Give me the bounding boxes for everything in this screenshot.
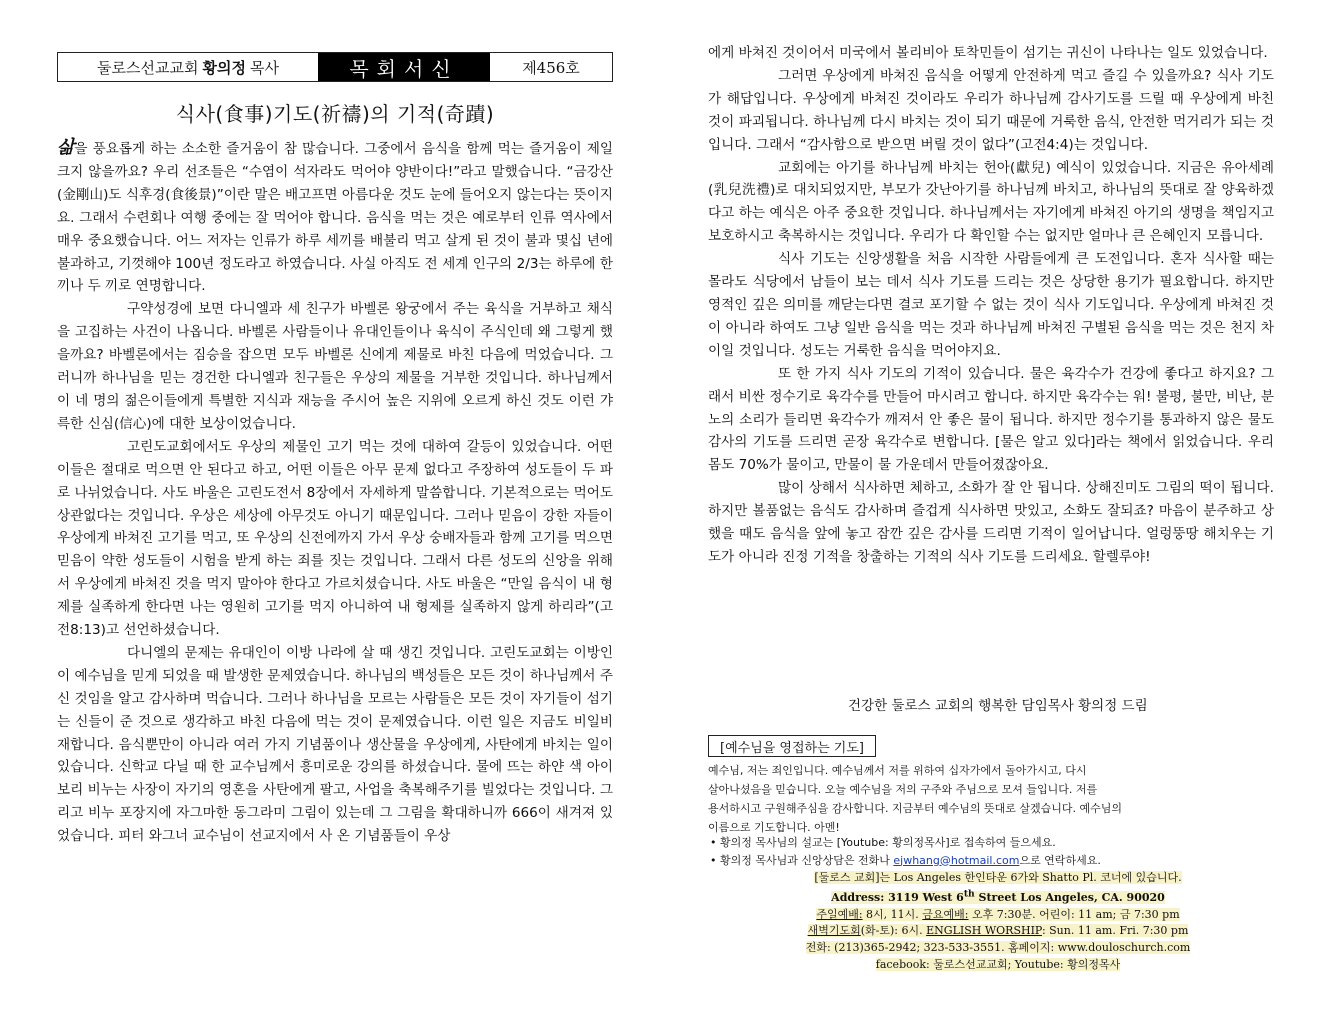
masthead-title: 목회서신: [318, 53, 490, 81]
paragraph-6: 그러면 우상에게 바쳐진 음식을 어떻게 안전하게 먹고 즐길 수 있을까요? 식사 기도가 해답입니다. 우상에게 바쳐진 것이라도 우리가 하나님께 감사기도를 드릴 때 우상에게 바친 것이 파괴됩니다. 하나님께 다시 바치는 것이 되기 때문에 거룩한 음식, 안전한 먹거리가 되는 것입니다. 그래서 “감사함으로 받으면 버릴 것이 없다”(고전4:4)는 것입니다.: [708, 67, 1274, 153]
paragraph-3: 고린도교회에서도 우상의 제물인 고기 먹는 것에 대하여 갈등이 있었습니다. 어떤 이들은 절대로 먹으면 안 된다고 하고, 어떤 이들은 아무 문제 없다고 주장하여 성도들이 두 파로 나뉘었습니다. 사도 바울은 고린도전서 8장에서 자세하게 말씀합니다. 기본적으로는 먹어도 상관없다는 것입니다. 우상은 세상에 아무것도 아니기 때문입니다. 그러나 믿음이 강한 자들이 우상에게 바쳐진 고기를 먹고, 또 우상의 신전에까지 가서 우상 숭배자들과 함께 고기를 먹으면 믿음이 약한 성도들이 시험을 받게 하는 죄를 짓는 것입니다. 그래서 다른 성도의 신앙을 위해서 우상에게 바쳐진 것을 먹지 말아야 한다고 가르치셨습니다. 사도 바울은 “만일 음식이 내 형제를 실족하게 한다면 나는 영원히 고기를 먹지 아니하여 내 형제를 실족하지 않게 하리라”(고전8:13)고 선언하셨습니다.: [57, 438, 613, 639]
phone-homepage: 전화: (213)365-2942; 323-533-3551. 홈페이지: www.douloschurch.com: [805, 941, 1191, 955]
location-line: [둘로스 교회]는 Los Angeles 한인타운 6가와 Shatto Pl. 코너에 있습니다.: [814, 871, 1182, 884]
paragraph-5: 에게 바쳐진 것이어서 미국에서 볼리비아 토착민들이 섬기는 귀신이 나타나는 일도 있었습니다.: [708, 45, 1268, 61]
article-headline: 식사(食事)기도(祈禱)의 기적(奇蹟): [175, 102, 495, 126]
drop-cap: 삶: [57, 137, 75, 158]
masthead: [57, 52, 613, 82]
left-body: [57, 137, 613, 848]
paragraph-1: 삶을 풍요롭게 하는 소소한 즐거움이 참 많습니다. 그중에서 음식을 함께 먹는 즐거움이 제일 크지 않을까요? 우리 선조들은 “수염이 석자라도 먹어야 양반이다!”라고 말했습니다. “금강산(金剛山)도 식후경(食後景)”이란 말은 배고프면 아름다운 것도 눈에 들어오지 않는다는 뜻이지요. 그래서 수련회나 여행 중에는 잘 먹어야 합니다. 음식을 먹는 것은 예로부터 인류 역사에서 매우 중요했습니다. 어느 저자는 인류가 하루 세끼를 배불리 먹고 살게 된 것이 불과 몇십 년에 불과하고, 기껏해야 100년 정도라고 하였습니다. 사실 아직도 전 세계 인구의 2/3는 하루에 한 끼나 두 끼로 연명합니다.: [57, 137, 613, 295]
contact-note: • 황의정 목사님과 신앙상담은 전화나 ejwhang@hotmail.com으로 연락하세요.: [710, 853, 1101, 867]
address-line: Address: 3119 West 6th Street Los Angeles, CA. 90020: [831, 888, 1165, 905]
paragraph-7: 교회에는 아기를 하나님께 바치는 헌아(獻兒) 예식이 있었습니다. 지금은 유아세례(乳兒洗禮)로 대치되었지만, 부모가 갓난아기를 하나님께 바치고, 하나님의 뜻대로 잘 양육하겠다고 하는 예식은 아주 중요한 것입니다. 하나님께서는 자기에게 바쳐진 아기의 생명을 책임지고 보호하시고 축복하시는 것입니다. 우리가 다 확인할 수는 없지만 얼마나 큰 은혜인지 모릅니다.: [708, 159, 1274, 245]
signature: 건강한 둘로스 교회의 행복한 담임목사 황의정 드림: [848, 698, 1148, 714]
dawn-english-times: 새벽기도회(화-토): 6시. ENGLISH WORSHIP: Sun. 11 am. Fri. 7:30 pm: [807, 924, 1189, 938]
service-times: 주일예배: 8시, 11시. 금요예배: 오후 7:30분. 어린이: 11 am; 금 7:30 pm: [816, 907, 1180, 921]
notes: [708, 834, 1268, 869]
paragraph-10: 많이 상해서 식사하면 체하고, 소화가 잘 안 됩니다. 상해진미도 그림의 떡이 됩니다. 하지만 볼품없는 음식도 감사하며 즐겁게 식사하면 맛있고, 소화도 잘되죠? 마음이 분주하고 상했을 때도 음식을 앞에 놓고 잠깐 깊은 감사를 드리면 기적이 일어납니다. 얼렁뚱땅 해치우는 기도가 아니라 진정 기적을 창출하는 기적의 식사 기도를 드리세요. 할렐루야!: [708, 480, 1274, 565]
email-link[interactable]: ejwhang@hotmail.com: [893, 853, 1020, 867]
paragraph-8: 식사 기도는 신앙생활을 처음 시작한 사람들에게 큰 도전입니다. 혼자 식사할 때는 몰라도 식당에서 남들이 보는 데서 식사 기도를 드리는 것은 상당한 용기가 필요합니다. 하지만 영적인 깊은 의미를 깨닫는다면 결코 포기할 수 없는 것이 식사 기도입니다. 우상에게 바쳐진 것이 아니라 하여도 그냥 일반 음식을 먹는 것과 하나님께 바쳐진 구별된 음식을 먹는 것은 천지 차이일 것입니다. 성도는 거룩한 음식을 먹어야지요.: [708, 251, 1274, 359]
paragraph-2: 구약성경에 보면 다니엘과 세 친구가 바벨론 왕궁에서 주는 육식을 거부하고 채식을 고집하는 사건이 나옵니다. 바벨론 사람들이나 유대인들이나 육식이 주식인데 왜 그렇게 했을까요? 바벨론에서는 짐승을 잡으면 모두 바벨론 신에게 제물로 바친 다음에 먹었습니다. 그러니까 하나님을 믿는 경건한 다니엘과 친구들은 우상의 제물을 거부한 것입니다. 하나님께서 이 네 명의 젊은이들에게 특별한 지식과 재능을 주시어 높은 지위에 오르게 하신 것도 이런 갸륵한 신심(信心)에 대한 보상이었습니다.: [57, 301, 613, 432]
prayer-title: [예수님을 영접하는 기도]: [708, 735, 876, 757]
church-name: 둘로스선교교회: [97, 58, 199, 77]
youtube-note: • 황의정 목사님의 설교는 [Youtube: 황의정목사]로 접속하여 들으세요.: [710, 836, 1056, 849]
pastor-title: 목사: [249, 58, 279, 77]
right-body: [708, 42, 1274, 569]
social-links: facebook: 둘로스선교교회; Youtube: 황의정목사: [875, 957, 1121, 971]
paragraph-4: 다니엘의 문제는 유대인이 이방 나라에 살 때 생긴 것입니다. 고린도교회는 이방인이 예수님을 믿게 되었을 때 발생한 문제였습니다. 하나님의 백성들은 모든 것이 하나님께서 주신 것임을 알고 감사하며 먹습니다. 그러나 하나님을 모르는 사람들은 모든 것이 자기들이 섬기는 신들이 준 것으로 생각하고 바친 다음에 먹는 것이 문제였습니다. 이런 일은 지금도 비일비재합니다. 음식뿐만이 아니라 여러 가지 기념품이나 생산물을 우상에게, 사탄에게 바치는 일이 있습니다. 신학교 다닐 때 한 교수님께서 흥미로운 강의를 하셨습니다. 물에 뜨는 하얀 색 아이보리 비누는 사장이 자기의 영혼을 사탄에게 팔고, 사업을 축복해주기를 빌었다는 것입니다. 그리고 비누 포장지에 자그마한 동그라미 그림이 있는데 그 그림을 확대하니까 666이 새겨져 있었습니다. 피터 와그너 교수님이 선교지에서 사 온 기념품들이 우상: [57, 644, 613, 845]
prayer-text: 예수님, 저는 죄인입니다. 예수님께서 저를 위하여 십자가에서 돌아가시고, 다시 살아나셨음을 믿습니다. 오늘 예수님을 저의 구주와 주님으로 모셔 들입니다. 저를 용서하시고 구원해주심을 감사합니다. 지금부터 예수님의 뜻대로 살겠습니다. 예수님의 이름으로 기도합니다. 아멘!: [708, 764, 1123, 834]
pastor-name: 황의정: [202, 58, 246, 77]
issue-number: 제456호: [522, 58, 580, 77]
paragraph-9: 또 한 가지 식사 기도의 기적이 있습니다. 물은 육각수가 건강에 좋다고 하지요? 그래서 비싼 정수기로 육각수를 만들어 마시려고 합니다. 하지만 육각수는 워! 불평, 불만, 비난, 분노의 소리가 들리면 육각수가 깨져서 안 좋은 물이 됩니다. 하지만 정수기를 통과하지 않은 물도 감사의 기도를 드리면 곧장 육각수로 변합니다. [물은 알고 있다]라는 책에서 읽었습니다. 우리 몸도 70%가 물이고, 만물이 물 가운데서 만들어졌잖아요.: [708, 365, 1274, 474]
masthead-church: [58, 53, 318, 81]
church-info: [778, 870, 1218, 973]
